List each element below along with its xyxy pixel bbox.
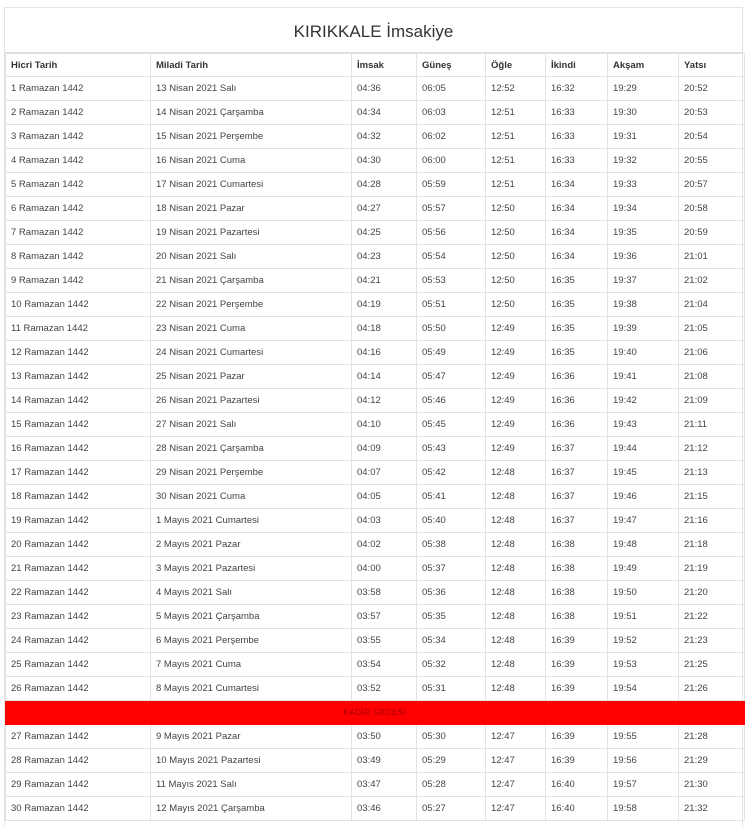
- imsakiye-table: [5, 53, 745, 821]
- cell-ikindi: 16:39: [546, 677, 608, 701]
- cell-ikindi: 16:36: [546, 365, 608, 389]
- cell-miladi-tarih: 24 Nisan 2021 Cumartesi: [151, 341, 352, 365]
- cell-ogle: 12:47: [486, 773, 546, 797]
- table-row: [6, 77, 745, 101]
- cell-ogle: 12:48: [486, 509, 546, 533]
- cell-gunes: 05:56: [417, 221, 486, 245]
- cell-ikindi: 16:38: [546, 557, 608, 581]
- cell-imsak: 03:49: [352, 749, 417, 773]
- cell-hicri-tarih: 12 Ramazan 1442: [6, 341, 151, 365]
- table-row: [6, 437, 745, 461]
- cell-ikindi: 16:32: [546, 77, 608, 101]
- cell-miladi-tarih: 26 Nisan 2021 Pazartesi: [151, 389, 352, 413]
- table-row: [6, 173, 745, 197]
- table-row: [6, 581, 745, 605]
- cell-aksam: 19:53: [608, 653, 679, 677]
- cell-hicri-tarih: 25 Ramazan 1442: [6, 653, 151, 677]
- cell-gunes: 05:43: [417, 437, 486, 461]
- cell-hicri-tarih: 4 Ramazan 1442: [6, 149, 151, 173]
- cell-gunes: 05:47: [417, 365, 486, 389]
- cell-hicri-tarih: 22 Ramazan 1442: [6, 581, 151, 605]
- cell-aksam: 19:42: [608, 389, 679, 413]
- cell-imsak: 03:50: [352, 725, 417, 749]
- cell-imsak: 03:54: [352, 653, 417, 677]
- cell-gunes: 05:30: [417, 725, 486, 749]
- header-yatsi: Yatsı: [679, 54, 745, 77]
- cell-miladi-tarih: 16 Nisan 2021 Cuma: [151, 149, 352, 173]
- cell-ikindi: 16:39: [546, 629, 608, 653]
- cell-imsak: 04:12: [352, 389, 417, 413]
- cell-yatsi: 21:18: [679, 533, 745, 557]
- cell-ogle: 12:51: [486, 101, 546, 125]
- table-row: [6, 677, 745, 701]
- table-row: [6, 197, 745, 221]
- cell-hicri-tarih: 8 Ramazan 1442: [6, 245, 151, 269]
- cell-imsak: 04:21: [352, 269, 417, 293]
- cell-ikindi: 16:33: [546, 125, 608, 149]
- cell-ikindi: 16:37: [546, 461, 608, 485]
- cell-aksam: 19:55: [608, 725, 679, 749]
- cell-ogle: 12:48: [486, 653, 546, 677]
- cell-aksam: 19:45: [608, 461, 679, 485]
- cell-ikindi: 16:38: [546, 605, 608, 629]
- cell-hicri-tarih: 13 Ramazan 1442: [6, 365, 151, 389]
- table-row: [6, 101, 745, 125]
- table-row: [6, 221, 745, 245]
- cell-imsak: 04:03: [352, 509, 417, 533]
- cell-gunes: 06:02: [417, 125, 486, 149]
- cell-gunes: 05:49: [417, 341, 486, 365]
- header-gunes: Güneş: [417, 54, 486, 77]
- cell-imsak: 04:05: [352, 485, 417, 509]
- cell-imsak: 03:55: [352, 629, 417, 653]
- cell-aksam: 19:56: [608, 749, 679, 773]
- cell-imsak: 04:18: [352, 317, 417, 341]
- cell-gunes: 05:38: [417, 533, 486, 557]
- cell-miladi-tarih: 23 Nisan 2021 Cuma: [151, 317, 352, 341]
- cell-hicri-tarih: 19 Ramazan 1442: [6, 509, 151, 533]
- cell-miladi-tarih: 2 Mayıs 2021 Pazar: [151, 533, 352, 557]
- cell-ogle: 12:51: [486, 125, 546, 149]
- cell-ogle: 12:51: [486, 149, 546, 173]
- cell-imsak: 04:30: [352, 149, 417, 173]
- cell-aksam: 19:34: [608, 197, 679, 221]
- cell-gunes: 06:05: [417, 77, 486, 101]
- cell-imsak: 04:25: [352, 221, 417, 245]
- cell-ogle: 12:49: [486, 317, 546, 341]
- cell-gunes: 05:28: [417, 773, 486, 797]
- cell-gunes: 05:37: [417, 557, 486, 581]
- cell-ogle: 12:50: [486, 221, 546, 245]
- cell-miladi-tarih: 1 Mayıs 2021 Cumartesi: [151, 509, 352, 533]
- cell-miladi-tarih: 22 Nisan 2021 Perşembe: [151, 293, 352, 317]
- cell-aksam: 19:51: [608, 605, 679, 629]
- cell-yatsi: 21:06: [679, 341, 745, 365]
- cell-yatsi: 21:25: [679, 653, 745, 677]
- cell-ogle: 12:48: [486, 677, 546, 701]
- cell-ikindi: 16:35: [546, 269, 608, 293]
- cell-ogle: 12:47: [486, 797, 546, 821]
- cell-imsak: 03:47: [352, 773, 417, 797]
- cell-gunes: 06:00: [417, 149, 486, 173]
- cell-ikindi: 16:40: [546, 773, 608, 797]
- cell-gunes: 05:40: [417, 509, 486, 533]
- cell-imsak: 03:52: [352, 677, 417, 701]
- cell-miladi-tarih: 9 Mayıs 2021 Pazar: [151, 725, 352, 749]
- cell-ikindi: 16:36: [546, 389, 608, 413]
- table-row: [6, 125, 745, 149]
- cell-miladi-tarih: 30 Nisan 2021 Cuma: [151, 485, 352, 509]
- header-ikindi: İkindi: [546, 54, 608, 77]
- cell-ogle: 12:48: [486, 581, 546, 605]
- imsakiye-panel: [4, 7, 743, 827]
- cell-ogle: 12:48: [486, 533, 546, 557]
- table-row: [6, 629, 745, 653]
- cell-aksam: 19:30: [608, 101, 679, 125]
- cell-miladi-tarih: 20 Nisan 2021 Salı: [151, 245, 352, 269]
- table-row: [6, 605, 745, 629]
- cell-hicri-tarih: 6 Ramazan 1442: [6, 197, 151, 221]
- cell-hicri-tarih: 26 Ramazan 1442: [6, 677, 151, 701]
- cell-aksam: 19:58: [608, 797, 679, 821]
- cell-ogle: 12:48: [486, 485, 546, 509]
- cell-imsak: 03:57: [352, 605, 417, 629]
- cell-yatsi: 21:08: [679, 365, 745, 389]
- cell-imsak: 04:10: [352, 413, 417, 437]
- cell-miladi-tarih: 13 Nisan 2021 Salı: [151, 77, 352, 101]
- cell-yatsi: 21:16: [679, 509, 745, 533]
- table-row: [6, 557, 745, 581]
- cell-imsak: 04:19: [352, 293, 417, 317]
- cell-ikindi: 16:39: [546, 653, 608, 677]
- cell-ikindi: 16:34: [546, 197, 608, 221]
- cell-gunes: 05:42: [417, 461, 486, 485]
- cell-hicri-tarih: 15 Ramazan 1442: [6, 413, 151, 437]
- cell-ikindi: 16:40: [546, 797, 608, 821]
- cell-imsak: 03:46: [352, 797, 417, 821]
- cell-ogle: 12:47: [486, 725, 546, 749]
- cell-yatsi: 21:22: [679, 605, 745, 629]
- table-row: [6, 749, 745, 773]
- kadir-gecesi-row: [6, 701, 745, 725]
- cell-ikindi: 16:37: [546, 509, 608, 533]
- table-row: [6, 653, 745, 677]
- cell-ikindi: 16:36: [546, 413, 608, 437]
- cell-gunes: 05:51: [417, 293, 486, 317]
- table-row: [6, 485, 745, 509]
- cell-hicri-tarih: 28 Ramazan 1442: [6, 749, 151, 773]
- cell-aksam: 19:29: [608, 77, 679, 101]
- cell-ogle: 12:48: [486, 629, 546, 653]
- cell-hicri-tarih: 18 Ramazan 1442: [6, 485, 151, 509]
- cell-yatsi: 21:13: [679, 461, 745, 485]
- cell-yatsi: 20:53: [679, 101, 745, 125]
- cell-miladi-tarih: 5 Mayıs 2021 Çarşamba: [151, 605, 352, 629]
- cell-yatsi: 20:55: [679, 149, 745, 173]
- cell-miladi-tarih: 12 Mayıs 2021 Çarşamba: [151, 797, 352, 821]
- cell-aksam: 19:57: [608, 773, 679, 797]
- cell-hicri-tarih: 30 Ramazan 1442: [6, 797, 151, 821]
- table-body-highlight: [6, 701, 745, 725]
- cell-aksam: 19:43: [608, 413, 679, 437]
- table-row: [6, 533, 745, 557]
- cell-ikindi: 16:39: [546, 749, 608, 773]
- cell-imsak: 04:27: [352, 197, 417, 221]
- table-row: [6, 245, 745, 269]
- cell-ogle: 12:50: [486, 245, 546, 269]
- cell-ogle: 12:48: [486, 605, 546, 629]
- cell-gunes: 05:57: [417, 197, 486, 221]
- cell-ikindi: 16:35: [546, 317, 608, 341]
- cell-hicri-tarih: 23 Ramazan 1442: [6, 605, 151, 629]
- cell-imsak: 03:58: [352, 581, 417, 605]
- cell-aksam: 19:38: [608, 293, 679, 317]
- cell-aksam: 19:31: [608, 125, 679, 149]
- cell-aksam: 19:33: [608, 173, 679, 197]
- cell-miladi-tarih: 15 Nisan 2021 Perşembe: [151, 125, 352, 149]
- cell-aksam: 19:32: [608, 149, 679, 173]
- cell-gunes: 05:36: [417, 581, 486, 605]
- kadir-gecesi-label: KADİR GECESİ: [6, 701, 745, 725]
- cell-yatsi: 21:11: [679, 413, 745, 437]
- cell-yatsi: 21:23: [679, 629, 745, 653]
- cell-ikindi: 16:38: [546, 581, 608, 605]
- cell-yatsi: 21:01: [679, 245, 745, 269]
- cell-miladi-tarih: 17 Nisan 2021 Cumartesi: [151, 173, 352, 197]
- cell-hicri-tarih: 10 Ramazan 1442: [6, 293, 151, 317]
- cell-ikindi: 16:38: [546, 533, 608, 557]
- cell-aksam: 19:52: [608, 629, 679, 653]
- cell-aksam: 19:48: [608, 533, 679, 557]
- cell-miladi-tarih: 10 Mayıs 2021 Pazartesi: [151, 749, 352, 773]
- cell-yatsi: 21:28: [679, 725, 745, 749]
- table-row: [6, 149, 745, 173]
- cell-miladi-tarih: 27 Nisan 2021 Salı: [151, 413, 352, 437]
- cell-aksam: 19:40: [608, 341, 679, 365]
- table-row: [6, 413, 745, 437]
- cell-yatsi: 20:57: [679, 173, 745, 197]
- cell-aksam: 19:44: [608, 437, 679, 461]
- table-header-row: [6, 54, 745, 77]
- cell-imsak: 04:28: [352, 173, 417, 197]
- cell-hicri-tarih: 14 Ramazan 1442: [6, 389, 151, 413]
- header-hicri-tarih: Hicri Tarih: [6, 54, 151, 77]
- cell-ikindi: 16:37: [546, 485, 608, 509]
- table-row: [6, 773, 745, 797]
- cell-miladi-tarih: 14 Nisan 2021 Çarşamba: [151, 101, 352, 125]
- cell-hicri-tarih: 3 Ramazan 1442: [6, 125, 151, 149]
- cell-imsak: 04:36: [352, 77, 417, 101]
- cell-yatsi: 21:29: [679, 749, 745, 773]
- cell-ogle: 12:52: [486, 77, 546, 101]
- cell-yatsi: 21:26: [679, 677, 745, 701]
- cell-ikindi: 16:37: [546, 437, 608, 461]
- cell-yatsi: 21:19: [679, 557, 745, 581]
- cell-gunes: 05:46: [417, 389, 486, 413]
- header-miladi-tarih: Miladi Tarih: [151, 54, 352, 77]
- cell-imsak: 04:32: [352, 125, 417, 149]
- cell-yatsi: 21:04: [679, 293, 745, 317]
- table-row: [6, 293, 745, 317]
- cell-ikindi: 16:33: [546, 101, 608, 125]
- cell-hicri-tarih: 27 Ramazan 1442: [6, 725, 151, 749]
- cell-ikindi: 16:35: [546, 293, 608, 317]
- table-row: [6, 317, 745, 341]
- cell-ogle: 12:50: [486, 197, 546, 221]
- table-row: [6, 509, 745, 533]
- cell-yatsi: 21:05: [679, 317, 745, 341]
- cell-ikindi: 16:34: [546, 173, 608, 197]
- cell-gunes: 05:50: [417, 317, 486, 341]
- cell-aksam: 19:37: [608, 269, 679, 293]
- cell-hicri-tarih: 11 Ramazan 1442: [6, 317, 151, 341]
- cell-ogle: 12:48: [486, 461, 546, 485]
- cell-yatsi: 20:58: [679, 197, 745, 221]
- cell-aksam: 19:36: [608, 245, 679, 269]
- cell-yatsi: 21:15: [679, 485, 745, 509]
- cell-hicri-tarih: 16 Ramazan 1442: [6, 437, 151, 461]
- cell-imsak: 04:02: [352, 533, 417, 557]
- cell-aksam: 19:50: [608, 581, 679, 605]
- cell-gunes: 05:59: [417, 173, 486, 197]
- cell-yatsi: 20:52: [679, 77, 745, 101]
- header-imsak: İmsak: [352, 54, 417, 77]
- cell-ogle: 12:49: [486, 389, 546, 413]
- cell-miladi-tarih: 11 Mayıs 2021 Salı: [151, 773, 352, 797]
- cell-ikindi: 16:34: [546, 245, 608, 269]
- cell-gunes: 05:41: [417, 485, 486, 509]
- cell-hicri-tarih: 7 Ramazan 1442: [6, 221, 151, 245]
- cell-ikindi: 16:35: [546, 341, 608, 365]
- cell-yatsi: 20:54: [679, 125, 745, 149]
- cell-gunes: 05:29: [417, 749, 486, 773]
- cell-imsak: 04:14: [352, 365, 417, 389]
- cell-hicri-tarih: 2 Ramazan 1442: [6, 101, 151, 125]
- cell-imsak: 04:34: [352, 101, 417, 125]
- cell-gunes: 05:34: [417, 629, 486, 653]
- cell-imsak: 04:23: [352, 245, 417, 269]
- cell-gunes: 05:27: [417, 797, 486, 821]
- cell-miladi-tarih: 19 Nisan 2021 Pazartesi: [151, 221, 352, 245]
- cell-ogle: 12:49: [486, 365, 546, 389]
- cell-imsak: 04:00: [352, 557, 417, 581]
- cell-gunes: 05:53: [417, 269, 486, 293]
- cell-miladi-tarih: 6 Mayıs 2021 Perşembe: [151, 629, 352, 653]
- cell-ikindi: 16:39: [546, 725, 608, 749]
- cell-hicri-tarih: 20 Ramazan 1442: [6, 533, 151, 557]
- table-row: [6, 365, 745, 389]
- table-row: [6, 797, 745, 821]
- cell-miladi-tarih: 7 Mayıs 2021 Cuma: [151, 653, 352, 677]
- cell-miladi-tarih: 21 Nisan 2021 Çarşamba: [151, 269, 352, 293]
- cell-miladi-tarih: 25 Nisan 2021 Pazar: [151, 365, 352, 389]
- header-ogle: Öğle: [486, 54, 546, 77]
- cell-miladi-tarih: 8 Mayıs 2021 Cumartesi: [151, 677, 352, 701]
- table-row: [6, 461, 745, 485]
- cell-aksam: 19:46: [608, 485, 679, 509]
- cell-yatsi: 21:30: [679, 773, 745, 797]
- cell-miladi-tarih: 28 Nisan 2021 Çarşamba: [151, 437, 352, 461]
- table-row: [6, 269, 745, 293]
- cell-gunes: 05:32: [417, 653, 486, 677]
- cell-yatsi: 21:09: [679, 389, 745, 413]
- cell-yatsi: 21:20: [679, 581, 745, 605]
- cell-miladi-tarih: 29 Nisan 2021 Perşembe: [151, 461, 352, 485]
- cell-aksam: 19:47: [608, 509, 679, 533]
- cell-ogle: 12:48: [486, 557, 546, 581]
- cell-hicri-tarih: 5 Ramazan 1442: [6, 173, 151, 197]
- cell-aksam: 19:35: [608, 221, 679, 245]
- cell-ikindi: 16:33: [546, 149, 608, 173]
- cell-hicri-tarih: 17 Ramazan 1442: [6, 461, 151, 485]
- cell-miladi-tarih: 3 Mayıs 2021 Pazartesi: [151, 557, 352, 581]
- cell-aksam: 19:49: [608, 557, 679, 581]
- cell-ogle: 12:51: [486, 173, 546, 197]
- cell-hicri-tarih: 24 Ramazan 1442: [6, 629, 151, 653]
- cell-imsak: 04:09: [352, 437, 417, 461]
- cell-ogle: 12:50: [486, 293, 546, 317]
- table-row: [6, 725, 745, 749]
- cell-aksam: 19:54: [608, 677, 679, 701]
- cell-hicri-tarih: 1 Ramazan 1442: [6, 77, 151, 101]
- cell-hicri-tarih: 29 Ramazan 1442: [6, 773, 151, 797]
- cell-yatsi: 21:02: [679, 269, 745, 293]
- cell-gunes: 05:31: [417, 677, 486, 701]
- cell-yatsi: 21:32: [679, 797, 745, 821]
- cell-yatsi: 20:59: [679, 221, 745, 245]
- cell-ogle: 12:47: [486, 749, 546, 773]
- cell-imsak: 04:16: [352, 341, 417, 365]
- cell-gunes: 06:03: [417, 101, 486, 125]
- cell-gunes: 05:35: [417, 605, 486, 629]
- page-title: KIRIKKALE İmsakiye: [5, 8, 742, 53]
- cell-yatsi: 21:12: [679, 437, 745, 461]
- cell-imsak: 04:07: [352, 461, 417, 485]
- cell-miladi-tarih: 18 Nisan 2021 Pazar: [151, 197, 352, 221]
- cell-ikindi: 16:34: [546, 221, 608, 245]
- table-body-before: [6, 77, 745, 701]
- table-row: [6, 341, 745, 365]
- cell-hicri-tarih: 21 Ramazan 1442: [6, 557, 151, 581]
- cell-gunes: 05:54: [417, 245, 486, 269]
- cell-ogle: 12:49: [486, 413, 546, 437]
- cell-ogle: 12:49: [486, 341, 546, 365]
- cell-aksam: 19:39: [608, 317, 679, 341]
- cell-miladi-tarih: 4 Mayıs 2021 Salı: [151, 581, 352, 605]
- table-body-after: [6, 725, 745, 821]
- header-aksam: Akşam: [608, 54, 679, 77]
- table-row: [6, 389, 745, 413]
- cell-ogle: 12:49: [486, 437, 546, 461]
- cell-hicri-tarih: 9 Ramazan 1442: [6, 269, 151, 293]
- cell-gunes: 05:45: [417, 413, 486, 437]
- cell-aksam: 19:41: [608, 365, 679, 389]
- cell-ogle: 12:50: [486, 269, 546, 293]
